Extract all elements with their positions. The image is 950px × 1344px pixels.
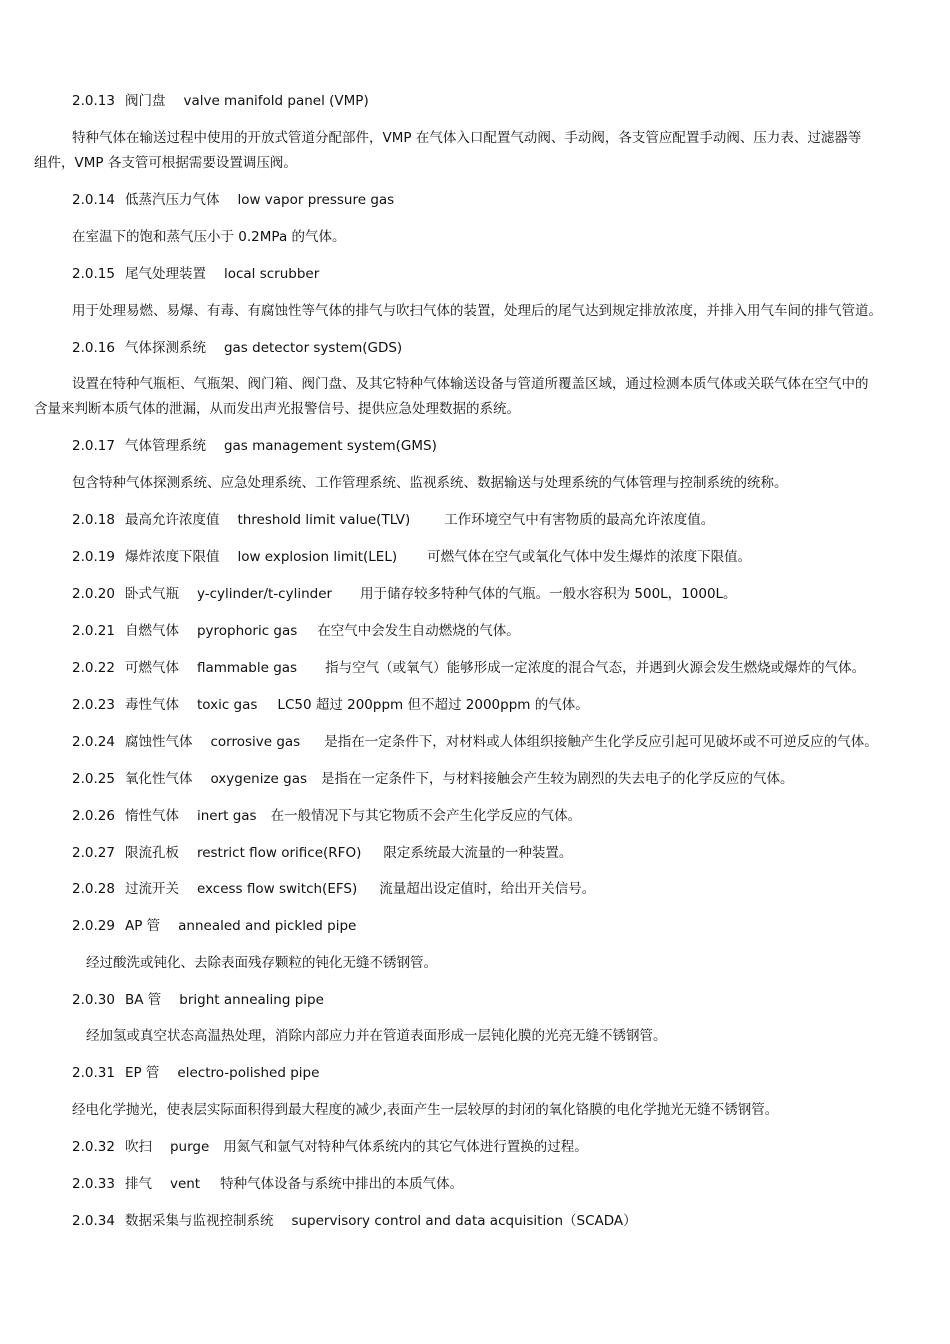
term-entry [72,733,878,751]
term-definition: 经电化学抛光，使表层实际面积得到最大程度的减少,表面产生一层较厚的封闭的氧化铬膜的电化学抛光无缝不锈钢管。 [72,1102,779,1118]
term-definition: 在空气中会发生自动燃烧的气体。 [317,623,520,639]
term-entry [72,880,595,898]
term-entry [72,585,737,603]
term-heading [72,92,369,110]
term-entry [72,548,751,566]
term-chinese: 过流开关 [124,881,179,897]
term-english: gas detector system(GDS) [223,340,403,356]
term-number: 2.0.20 [72,586,115,602]
term-number: 2.0.29 [72,918,115,934]
term-english: corrosive gas [210,734,301,750]
term-number: 2.0.30 [72,992,115,1008]
term-definition: 工作环境空气中有害物质的最高允许浓度值。 [444,512,715,528]
term-number: 2.0.23 [72,697,115,713]
term-entry [72,1175,463,1193]
term-chinese: 尾气处理装置 [124,266,206,282]
term-chinese: 腐蚀性气体 [124,734,193,750]
term-entry [72,659,865,677]
term-definition: 特种气体设备与系统中排出的本质气体。 [220,1176,464,1192]
term-definition: 指与空气（或氧气）能够形成一定浓度的混合气态，并遇到火源会发生燃烧或爆炸的气体。 [325,660,866,676]
term-entry [72,844,572,862]
term-chinese: 毒性气体 [124,697,179,713]
term-definition: 特种气体在输送过程中使用的开放式管道分配部件，VMP 在气体入口配置气动阀、手动阀，各支管应配置手动阀、压力表、过滤器等 [72,130,862,146]
term-chinese: 低蒸汽压力气体 [124,192,220,208]
term-chinese: 限流孔板 [124,845,179,861]
term-entry [72,622,520,640]
term-number: 2.0.25 [72,771,115,787]
term-english: excess flow switch(EFS) [196,881,358,897]
term-number: 2.0.31 [72,1065,115,1081]
term-chinese: BA 管 [124,992,162,1008]
term-entry [72,1138,588,1156]
term-definition: 是指在一定条件下，对材料或人体组织接触产生化学反应引起可见破坏或不可逆反应的气体。 [324,734,878,750]
term-entry [72,511,714,529]
term-english: flammable gas [196,660,298,676]
term-english: low vapor pressure gas [237,192,395,208]
term-english: gas management system(GMS) [223,438,437,454]
term-english: electro-polished pipe [177,1065,320,1081]
term-heading [72,1064,319,1082]
term-chinese: AP 管 [124,918,161,934]
term-number: 2.0.15 [72,266,115,282]
term-definition: 经加氢或真空状态高温热处理，消除内部应力并在管道表面形成一层钝化膜的光亮无缝不锈钢管。 [86,1028,667,1044]
term-chinese: 最高允许浓度值 [124,512,220,528]
term-chinese: 气体探测系统 [124,340,206,356]
term-definition: 流量超出设定值时，给出开关信号。 [379,881,596,897]
term-english: pyrophoric gas [196,623,298,639]
term-english: low explosion limit(LEL) [237,549,398,565]
term-chinese: 氧化性气体 [124,771,193,787]
term-number: 2.0.19 [72,549,115,565]
term-definition: 在室温下的饱和蒸气压小于 0.2MPa 的气体。 [72,229,346,245]
term-english: threshold limit value(TLV) [237,512,411,528]
term-definition: 设置在特种气瓶柜、气瓶架、阀门箱、阀门盘、及其它特种气体输送设备与管道所覆盖区域，通过检测本质气体或关联气体在空气中的 [72,376,869,392]
term-chinese: 自燃气体 [124,623,179,639]
term-definition: 含量来判断本质气体的泄漏，从而发出声光报警信号、提供应急处理数据的系统。 [34,401,520,417]
term-number: 2.0.33 [72,1176,115,1192]
term-definition: 包含特种气体探测系统、应急处理系统、工作管理系统、监视系统、数据输送与处理系统的气体管理与控制系统的统称。 [72,475,788,491]
term-english: valve manifold panel (VMP) [183,93,369,109]
term-heading [72,339,402,357]
term-definition: 可燃气体在空气或氧化气体中发生爆炸的浓度下限值。 [427,549,752,565]
term-definition: 用于处理易燃、易爆、有毒、有腐蚀性等气体的排气与吹扫气体的装置，处理后的尾气达到规定排放浓度，并排入用气车间的排气管道。 [72,303,882,319]
term-english: toxic gas [196,697,258,713]
term-number: 2.0.32 [72,1139,115,1155]
term-chinese: EP 管 [124,1065,160,1081]
term-english: supervisory control and data acquisition（SCADA） [291,1213,637,1229]
term-heading [72,437,437,455]
term-number: 2.0.17 [72,438,115,454]
term-chinese: 可燃气体 [124,660,179,676]
term-english: restrict flow orifice(RFO) [196,845,362,861]
term-number: 2.0.16 [72,340,115,356]
term-number: 2.0.21 [72,623,115,639]
term-definition: 组件，VMP 各支管可根据需要设置调压阀。 [34,155,297,171]
term-number: 2.0.28 [72,881,115,897]
term-english: vent [169,1176,201,1192]
term-english: oxygenize gas [210,771,308,787]
term-entry [72,696,589,714]
term-english: bright annealing pipe [179,992,324,1008]
term-definition: 用氮气和氩气对特种气体系统内的其它气体进行置换的过程。 [223,1139,588,1155]
term-number: 2.0.34 [72,1213,115,1229]
term-chinese: 吹扫 [124,1139,152,1155]
term-chinese: 阀门盘 [124,93,166,109]
term-heading [72,991,324,1009]
term-number: 2.0.26 [72,808,115,824]
term-heading [72,1212,637,1230]
term-chinese: 数据采集与监视控制系统 [124,1213,274,1229]
term-definition: LC50 超过 200ppm 但不超过 2000ppm 的气体。 [277,697,589,713]
term-entry [72,770,794,788]
term-english: inert gas [196,808,257,824]
term-english: local scrubber [223,266,320,282]
term-chinese: 惰性气体 [124,808,179,824]
term-heading [72,265,319,283]
term-definition: 用于储存较多特种气体的气瓶。一般水容积为 500L，1000L。 [360,586,737,602]
term-chinese: 气体管理系统 [124,438,206,454]
term-definition: 在一般情况下与其它物质不会产生化学反应的气体。 [270,808,582,824]
term-definition: 是指在一定条件下，与材料接触会产生较为剧烈的失去电子的化学反应的气体。 [321,771,794,787]
term-heading [72,191,394,209]
term-heading [72,917,356,935]
term-definition: 限定系统最大流量的一种装置。 [383,845,573,861]
term-chinese: 卧式气瓶 [124,586,179,602]
term-number: 2.0.18 [72,512,115,528]
term-number: 2.0.14 [72,192,115,208]
term-english: y-cylinder/t-cylinder [196,586,333,602]
term-number: 2.0.27 [72,845,115,861]
term-definition: 经过酸洗或钝化、去除表面残存颗粒的钝化无缝不锈钢管。 [86,955,437,971]
term-number: 2.0.22 [72,660,115,676]
term-number: 2.0.13 [72,93,115,109]
term-entry [72,807,581,825]
term-english: annealed and pickled pipe [178,918,357,934]
term-number: 2.0.24 [72,734,115,750]
term-chinese: 排气 [124,1176,152,1192]
term-english: purge [169,1139,210,1155]
term-chinese: 爆炸浓度下限值 [124,549,220,565]
